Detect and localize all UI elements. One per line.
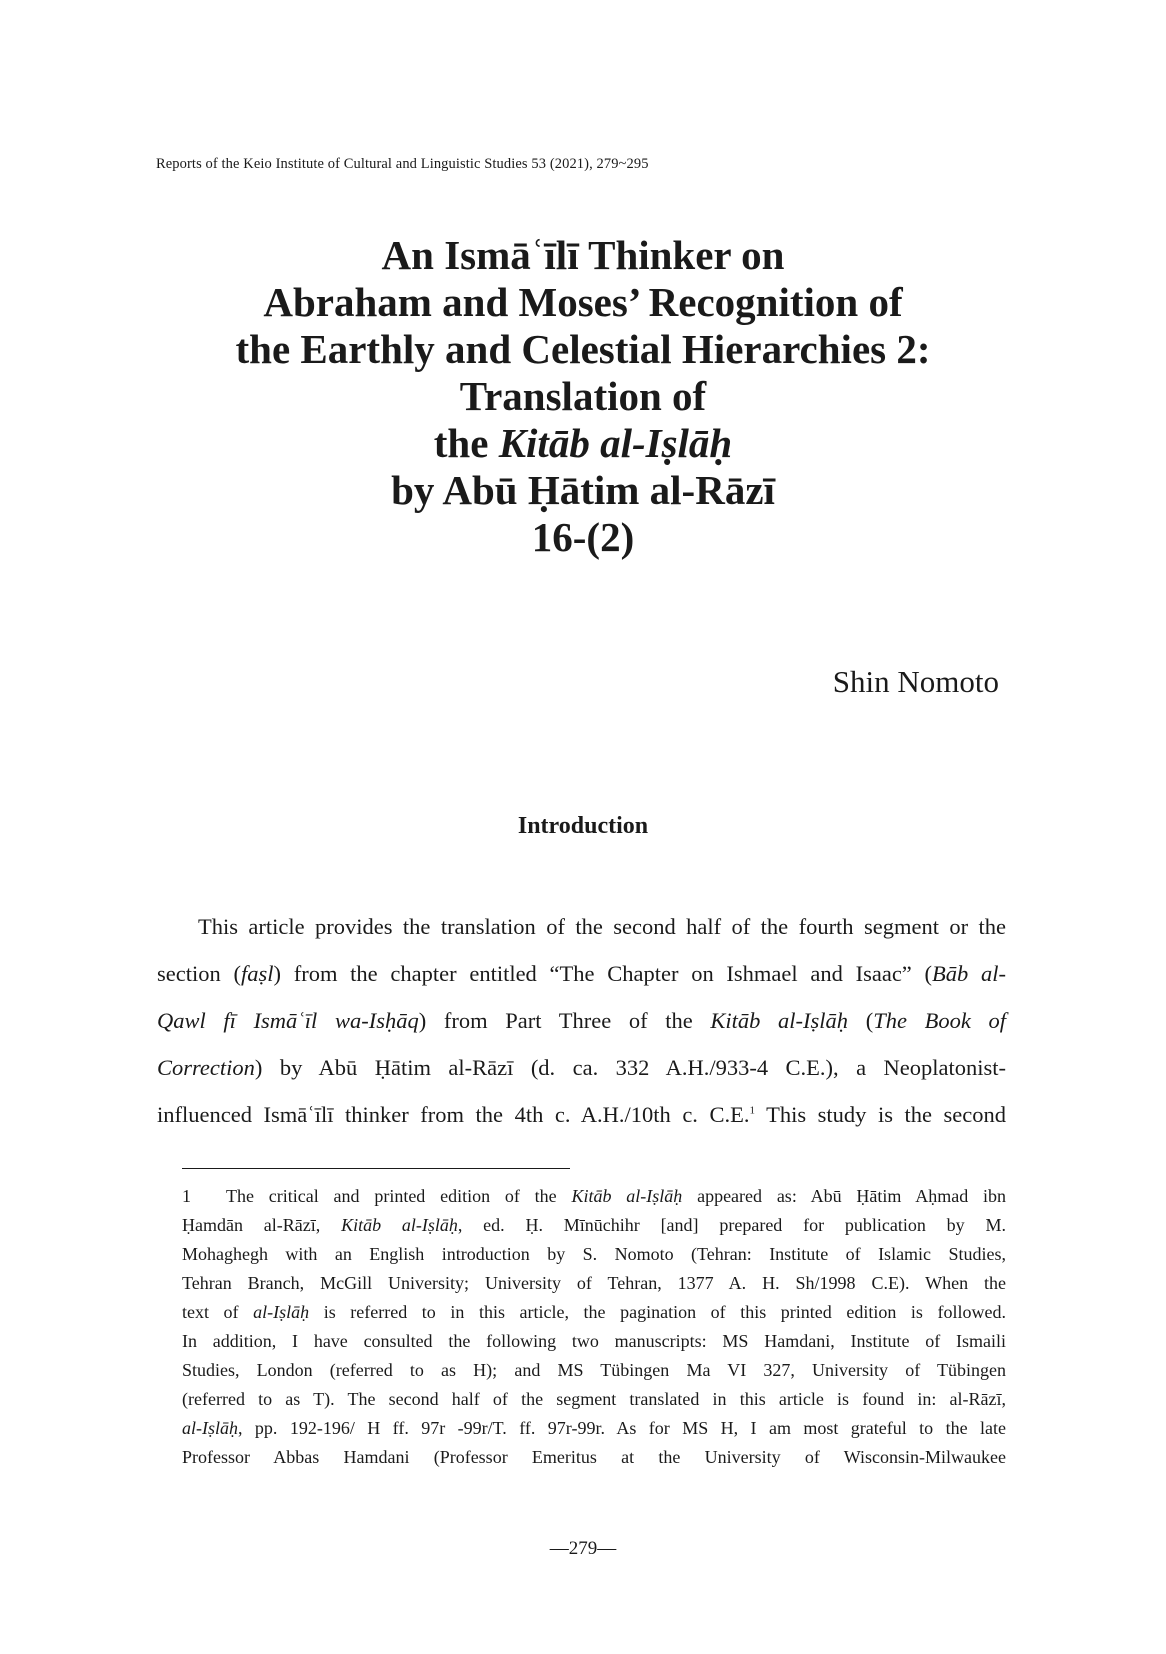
title-line-7: 16-(2) <box>531 514 635 560</box>
title-line-1: An Ismāʿīlī Thinker on <box>381 232 785 278</box>
footnote-line-5: text of al-Iṣlāḥ is referred to in this article, the pagination of this printed edition is followed. <box>182 1302 1006 1322</box>
footnote-reference[interactable]: 1 <box>749 1104 755 1117</box>
title-line-5-prefix: the <box>433 420 499 466</box>
title-book-name: Kitāb al-Iṣlāḥ <box>498 420 733 466</box>
footnote-number: 1 <box>182 1186 191 1206</box>
body-line-4: Correction) by Abū Ḥātim al-Rāzī (d. ca. 332 A.H./933-4 C.E.), a Neoplatonist- <box>157 1055 1006 1080</box>
body-paragraph <box>157 903 1006 1138</box>
section-heading: Introduction <box>517 813 649 839</box>
footnote-divider <box>182 1168 570 1169</box>
footnote-line-6: In addition, I have consulted the following two manuscripts: MS Hamdani, Institute of Ismaili <box>182 1331 1006 1351</box>
body-line-3: Qawl fī Ismāʿīl wa-Isḥāq) from Part Three of the Kitāb al-Iṣlāḥ (The Book of <box>157 1008 1006 1033</box>
author-name: Shin Nomoto <box>832 664 999 699</box>
title-line-5 <box>0 420 1166 467</box>
title-line-4: Translation of <box>459 373 707 419</box>
footnote-line-1: 1 The critical and printed edition of the Kitāb al-Iṣlāḥ appeared as: Abū Ḥātim Aḥmad ibn <box>182 1182 1006 1211</box>
footnote <box>182 1182 1006 1472</box>
title-line-2: Abraham and Moses’ Recognition of <box>263 279 903 325</box>
footnote-line-2: Ḥamdān al-Rāzī, Kitāb al-Iṣlāḥ, ed. Ḥ. Mīnūchihr [and] prepared for publication by M. <box>182 1215 1006 1235</box>
footnote-line-7: Studies, London (referred to as H); and MS Tübingen Ma VI 327, University of Tübingen <box>182 1360 1006 1380</box>
footnote-line-9: al-Iṣlāḥ, pp. 192-196/ H ff. 97r -99r/T. ff. 97r-99r. As for MS H, I am most grateful to the late <box>182 1418 1006 1438</box>
body-line-1: This article provides the translation of the second half of the fourth segment or the <box>198 914 1006 939</box>
footnote-line-10: Professor Abbas Hamdani (Professor Emeritus at the University of Wisconsin-Milwaukee <box>182 1447 1006 1467</box>
running-head: Reports of the Keio Institute of Cultural and Linguistic Studies 53 (2021), 279~295 <box>156 156 649 172</box>
title-line-6: by Abū Ḥātim al-Rāzī <box>391 467 775 513</box>
body-line-5: influenced Ismāʿīlī thinker from the 4th c. A.H./10th c. C.E.$^1$ This study is the second <box>157 1102 1007 1127</box>
footnote-line-4: Tehran Branch, McGill University; University of Tehran, 1377 A. H. Sh/1998 C.E). When the <box>182 1273 1006 1293</box>
page-number: —279— <box>549 1538 617 1559</box>
title-line-3: the Earthly and Celestial Hierarchies 2: <box>235 326 931 372</box>
footnote-line-8: (referred to as T). The second half of the segment translated in this article is found in: al-Rāzī, <box>182 1389 1006 1409</box>
body-line-2: section (faṣl) from the chapter entitled “The Chapter on Ishmael and Isaac” (Bāb al- <box>157 961 1006 986</box>
article-title <box>0 232 1166 561</box>
footnote-line-3: Mohaghegh with an English introduction by S. Nomoto (Tehran: Institute of Islamic Studies, <box>182 1244 1006 1264</box>
